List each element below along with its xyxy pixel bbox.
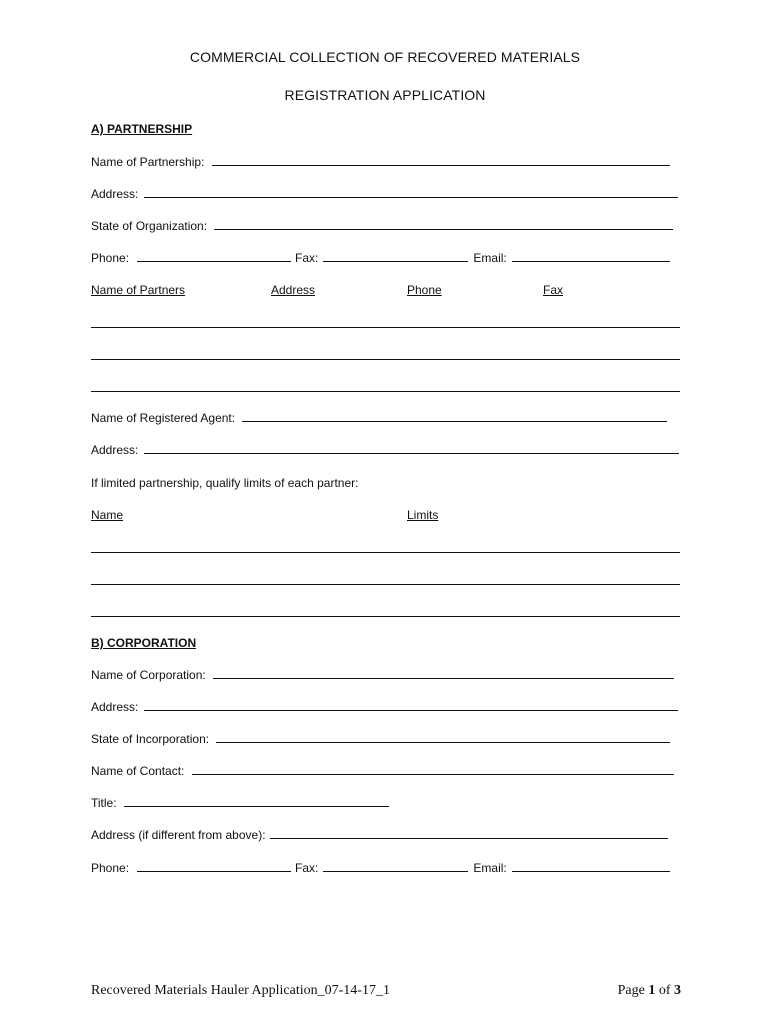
- partners-entry-line[interactable]: [91, 359, 680, 360]
- partnership-fax-blank[interactable]: [323, 251, 468, 262]
- corporation-name-label: Name of Corporation:: [91, 668, 206, 682]
- page-total: 3: [674, 983, 681, 998]
- partnership-state-label: State of Organization:: [91, 219, 208, 233]
- incorporation-state-field[interactable]: [91, 732, 681, 746]
- agent-address-label: Address:: [91, 443, 139, 457]
- partnership-fax-label: Fax:: [295, 251, 319, 265]
- corporation-phone-label: Phone:: [91, 861, 130, 875]
- corporation-name-blank[interactable]: [213, 668, 674, 679]
- document-title: COMMERCIAL COLLECTION OF RECOVERED MATERIALS: [189, 49, 581, 65]
- corporation-phone-blank[interactable]: [137, 861, 291, 872]
- col-limits: Limits: [407, 508, 439, 522]
- title-field[interactable]: [91, 796, 681, 810]
- registered-agent-blank[interactable]: [242, 411, 667, 422]
- corporation-address-field[interactable]: [91, 700, 681, 714]
- alt-address-blank[interactable]: [270, 828, 668, 839]
- col-address: Address: [271, 283, 316, 297]
- partnership-state-field[interactable]: [91, 219, 681, 233]
- contact-name-blank[interactable]: [192, 764, 674, 775]
- col-phone: Phone: [407, 283, 442, 297]
- page-number: [618, 983, 681, 999]
- col-name-of-partners: Name of Partners: [91, 283, 186, 297]
- contact-name-field[interactable]: [91, 764, 681, 778]
- col-name: Name: [91, 508, 124, 522]
- alt-address-field[interactable]: [91, 828, 681, 842]
- document-subtitle: REGISTRATION APPLICATION: [284, 87, 486, 103]
- corporation-fax-blank[interactable]: [323, 861, 468, 872]
- partners-entry-line[interactable]: [91, 391, 680, 392]
- corporation-name-field[interactable]: [91, 668, 681, 682]
- contact-name-label: Name of Contact:: [91, 764, 185, 778]
- page-current: 1: [648, 983, 656, 998]
- partnership-phone-blank[interactable]: [137, 251, 291, 262]
- partnership-address-blank[interactable]: [144, 187, 678, 198]
- limited-partnership-note: If limited partnership, qualify limits of each partner:: [91, 476, 359, 490]
- section-heading-corporation: B) CORPORATION: [91, 636, 197, 650]
- col-fax: Fax: [543, 283, 564, 297]
- limits-entry-line[interactable]: [91, 616, 680, 617]
- partnership-name-label: Name of Partnership:: [91, 155, 205, 169]
- incorporation-state-blank[interactable]: [216, 732, 670, 743]
- partnership-phone-label: Phone:: [91, 251, 130, 265]
- partnership-email-blank[interactable]: [512, 251, 670, 262]
- partnership-name-blank[interactable]: [212, 155, 670, 166]
- incorporation-state-label: State of Incorporation:: [91, 732, 210, 746]
- registered-agent-field[interactable]: [91, 411, 681, 425]
- footer-document-id: Recovered Materials Hauler Application_07-14-17_1: [91, 983, 390, 998]
- corporation-email-label: Email:: [473, 861, 507, 875]
- agent-address-field[interactable]: [91, 443, 681, 457]
- corporation-contact-row: [91, 861, 681, 875]
- corporation-fax-label: Fax:: [295, 861, 319, 875]
- of-word: of: [658, 983, 671, 998]
- partnership-state-blank[interactable]: [214, 219, 673, 230]
- corporation-address-label: Address:: [91, 700, 139, 714]
- partnership-address-label: Address:: [91, 187, 139, 201]
- partnership-address-field[interactable]: [91, 187, 681, 201]
- corporation-address-blank[interactable]: [144, 700, 678, 711]
- title-blank[interactable]: [124, 796, 389, 807]
- alt-address-label: Address (if different from above):: [91, 828, 266, 842]
- section-heading-partnership: A) PARTNERSHIP: [91, 122, 193, 136]
- corporation-email-blank[interactable]: [512, 861, 670, 872]
- registered-agent-label: Name of Registered Agent:: [91, 411, 236, 425]
- partners-entry-line[interactable]: [91, 327, 680, 328]
- partnership-name-field[interactable]: [91, 155, 681, 169]
- limits-entry-line[interactable]: [91, 584, 680, 585]
- partnership-email-label: Email:: [473, 251, 507, 265]
- page-word: Page: [617, 983, 645, 998]
- agent-address-blank[interactable]: [144, 443, 679, 454]
- title-label: Title:: [91, 796, 117, 810]
- partnership-contact-row: [91, 251, 681, 265]
- limits-entry-line[interactable]: [91, 552, 680, 553]
